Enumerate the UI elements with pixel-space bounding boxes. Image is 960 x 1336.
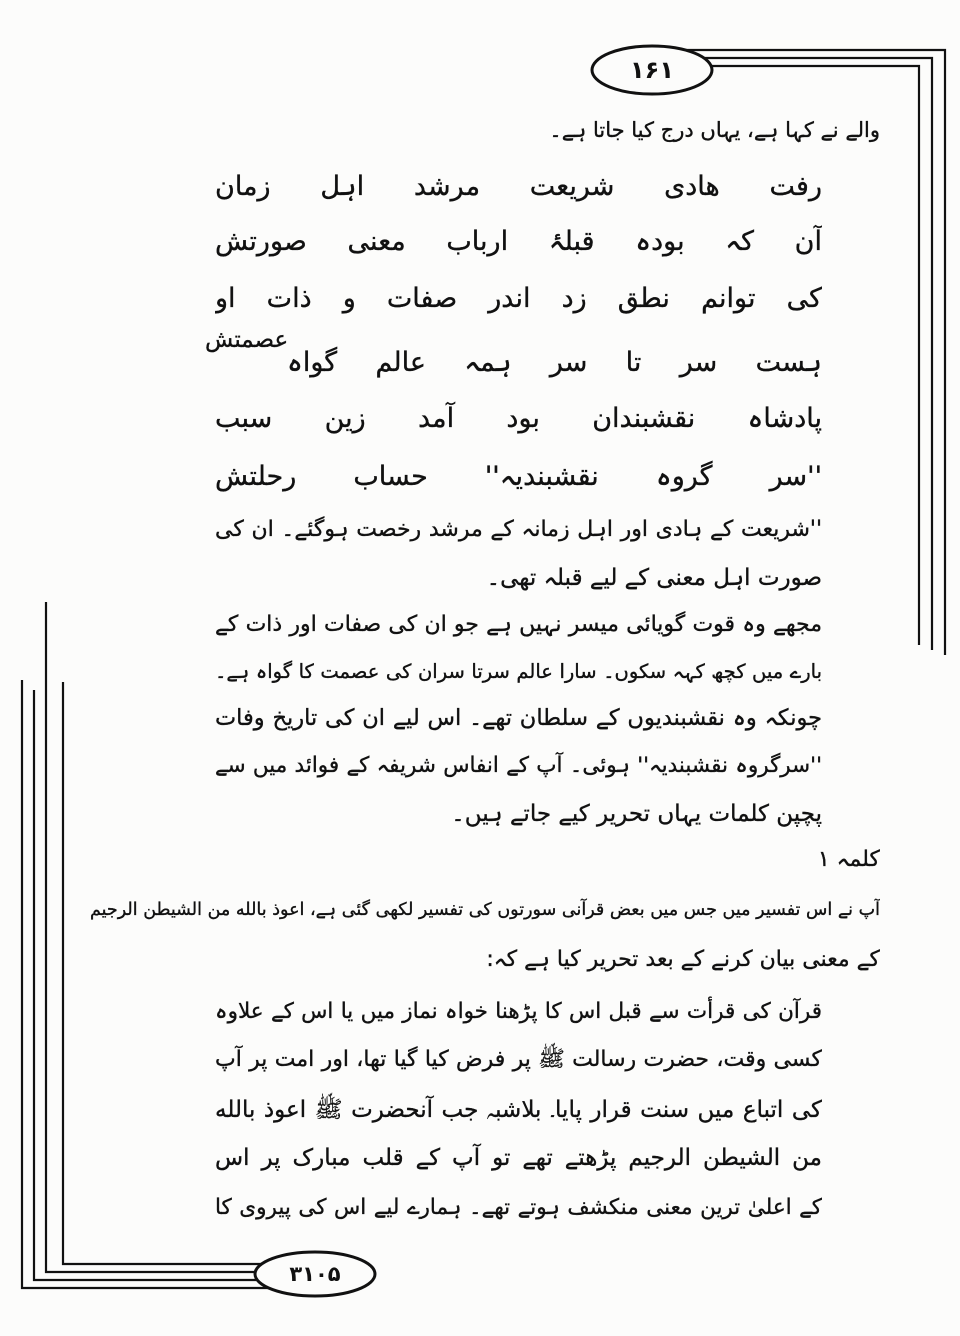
translation-line: ''شریعت کے ہادی اور اہل زمانہ کے مرشد رخصت ہوگئے۔ ان کی: [215, 517, 822, 542]
translation-line: مجھے وہ قوت گویائی میسر نہیں ہے جو ان کی صفات اور ذات کے: [215, 612, 822, 637]
poem-line: پادشاہ نقشبندان بود آمد زین سبب: [215, 403, 822, 434]
paragraph-line: کے معنی بیان کرنے کے بعد تحریر کیا ہے کہ:: [486, 947, 880, 972]
translation-line: صورت اہل معنی کے لیے قبلہ تھی۔: [486, 565, 822, 591]
paragraph-line: آپ نے اس تفسیر میں جس میں بعض قرآنی سورتوں کی تفسیر لکھی گئی ہے، اعوذ بالله من الشیطن الرجیم: [90, 900, 880, 920]
quote-line: کی اتباع میں سنت قرار پایا۔ بلاشبہ جب آنحضرت ﷺ اعوذ بالله: [215, 1097, 822, 1123]
quote-line: من الشیطن الرجیم پڑھتے تھے تو آپ کے قلب مبارک پر اس: [215, 1145, 822, 1171]
quote-line: قرآن کی قرأت سے قبل اس کا پڑھنا خواہ نماز میں یا اس کے علاوہ: [215, 999, 822, 1024]
intro-line: والے نے کہا ہے، یہاں درج کیا جاتا ہے۔: [549, 118, 880, 142]
translation-line: ''سرگروہ نقشبندیہ'' ہوئی۔ آپ کے انفاس شریفہ کے فوائد میں سے: [215, 753, 822, 778]
quote-line: کے اعلیٰ ترین معنی منکشف ہوتے تھے۔ ہمارے لیے اس کی پیروی کا: [215, 1195, 822, 1220]
page-number-top: ۱۶۱: [630, 56, 674, 84]
poem-raised-word: عصمتش: [205, 327, 289, 353]
translation-line: چونکہ وہ نقشبندیوں کے سلطان تھے۔ اس لیے ان کی تاریخ وفات: [215, 705, 822, 731]
poem-line: ''سر گروہ نقشبندیہ'' حساب رحلتش: [215, 461, 822, 492]
section-heading: کلمہ ۱: [817, 847, 880, 872]
poem-line: کی توانم نطق زد اندر صفات و ذات او: [215, 283, 822, 314]
poem-line: رفت ھادی شریعت مرشد اہل زمان: [215, 171, 822, 202]
translation-line: بارے میں کچھ کہہ سکوں۔ سارا عالم سرتا سران کی عصمت کا گواہ ہے۔: [215, 660, 822, 683]
page-number-bottom: ۳۱۰۵: [289, 1262, 341, 1286]
poem-line: ہست سر تا سر ہمہ عالم گواہ: [287, 347, 822, 378]
quote-line: کسی وقت، حضرت رسالت ﷺ پر فرض کیا گیا تھا، اور امت پر آپ: [215, 1047, 822, 1072]
poem-line: آن کہ بودہ قبلۂ ارباب معنی صورتش: [215, 226, 822, 257]
translation-line: پچپن کلمات یہاں تحریر کیے جاتے ہیں۔: [451, 801, 822, 827]
